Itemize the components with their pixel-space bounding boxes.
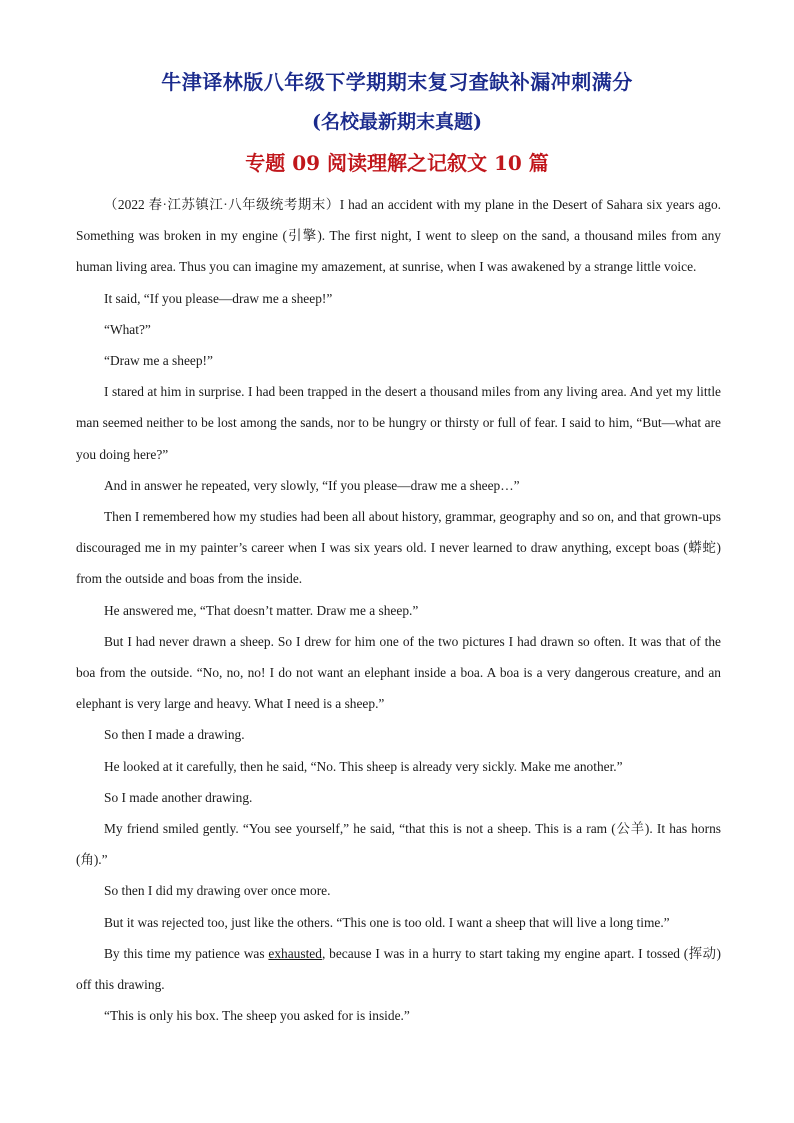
paragraph-11: He looked at it carefully, then he said, “No. This sheep is already very sickly. Make me another.”	[104, 758, 623, 774]
paragraph-7: Then I remembered how my studies had been all about history, grammar, geography and so on, and that grown-ups discouraged me in my painter’s career when I was six years old. I never learned to draw anything, except boas (蟒蛇) from the outside and boas from the inside.	[76, 509, 721, 587]
document-title: 牛津译林版八年级下学期期末复习查缺补漏冲刺满分	[161, 70, 633, 94]
paragraph-8: He answered me, “That doesn’t matter. Draw me a sheep.”	[104, 602, 419, 618]
paragraph-1-text: I had an accident with my plane in the Desert of Sahara six years ago. Something was broken in my engine (引擎). The first night, I went to sleep on the sand, a thousand miles from any human living area. Thus you can imagine my amazement, at sunrise, when I was awakened by a strange little voice.	[76, 197, 721, 275]
paragraph-5: I stared at him in surprise. I had been trapped in the desert a thousand miles from any living area. And yet my little man seemed neither to be lost among the sands, nor to be hungry or thirsty or full of fear. I said to him, “But—what are you doing here?”	[76, 384, 721, 462]
paragraph-1	[76, 189, 721, 283]
document-subtitle: (名校最新期末真题)	[312, 111, 482, 133]
paragraph-16-end: , because I was in a hurry to start taking my engine apart. I tossed (挥动) off this drawing.	[76, 945, 722, 993]
reading-passage	[76, 189, 721, 1031]
paragraph-15: But it was rejected too, just like the others. “This one is too old. I want a sheep that will live a long time.”	[104, 914, 670, 930]
underlined-word: exhausted	[268, 945, 322, 961]
paragraph-6: And in answer he repeated, very slowly, “If you please—draw me a sheep…”	[104, 477, 520, 493]
paragraph-17: “This is only his box. The sheep you asked for is inside.”	[104, 1008, 410, 1024]
paragraph-12: So I made another drawing.	[104, 789, 253, 805]
topic-title: 专题 09 阅读理解之记叙文 10 篇	[245, 151, 549, 175]
paragraph-16-start: By this time my patience was	[104, 945, 269, 961]
paragraph-14: So then I did my drawing over once more.	[104, 883, 331, 899]
paragraph-10: So then I made a drawing.	[104, 727, 245, 743]
paragraph-2: It said, “If you please—draw me a sheep!”	[104, 290, 333, 306]
paragraph-13: My friend smiled gently. “You see yourself,” he said, “that this is not a sheep. This is a ram (公羊). It has horns (角).”	[76, 821, 721, 868]
paragraph-4: “Draw me a sheep!”	[104, 353, 213, 369]
paragraph-9: But I had never drawn a sheep. So I drew for him one of the two pictures I had drawn so often. It was that of the boa from the outside. “No, no, no! I do not want an elephant inside a boa. A boa is a very dangerous creature, and an elephant is very large and heavy. What I need is a sheep.”	[76, 633, 721, 712]
paragraph-16	[76, 938, 721, 1000]
paragraph-3: “What?”	[104, 321, 151, 337]
source-note: （2022 春·江苏镇江·八年级统考期末）	[104, 197, 340, 212]
